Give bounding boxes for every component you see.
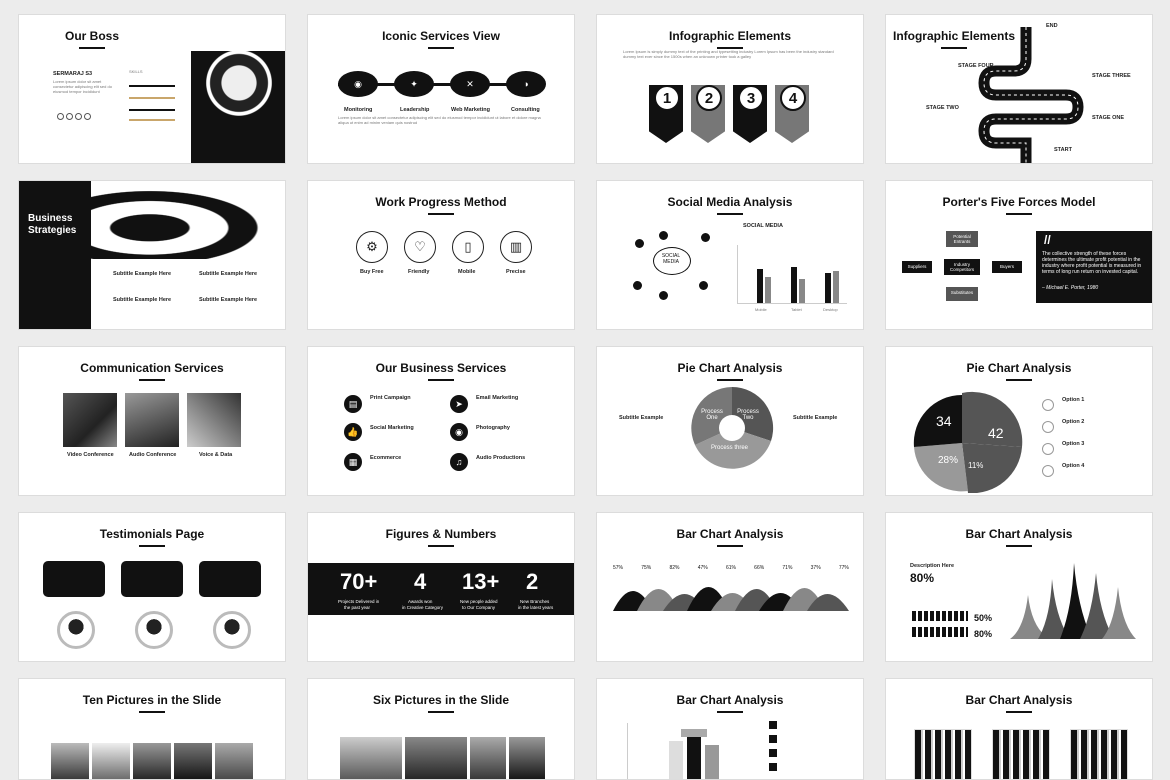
slide-pie-1[interactable] [596,346,864,496]
slide-title: Six Pictures in the Slide [308,693,574,713]
force-box: Substitutes [946,287,978,301]
voice-data-photo [187,393,241,447]
heart-icon: ♡ [404,231,436,263]
picture [133,743,171,780]
avatar [135,611,173,649]
step-number: 3 [738,85,764,111]
subtitle: Subtitle Example Here [199,271,258,277]
service-label: Web Marketing [451,107,491,113]
bar-label: 61% [725,565,736,571]
step-number: 2 [696,85,722,111]
picture [509,737,545,780]
slide-business-strategies[interactable] [18,180,286,330]
slide-title: Infographic Elements [885,29,1152,49]
figure-caption: the past year [344,605,371,610]
slide-title: Iconic Services View [308,29,574,49]
slide-title: Social Media Analysis [597,195,863,215]
slice-label: Process three [711,445,749,451]
linkedin-icon[interactable] [75,113,82,120]
skills-label: SKILLS [129,69,143,74]
figure-caption: in Creative Category [402,605,444,610]
figure-caption: New people added [460,599,498,604]
slide-title: Bar Chart Analysis [886,693,1152,713]
picture [92,743,130,780]
subtitle: Subtitle Example Here [113,271,172,277]
picture [470,737,506,780]
video-conference-photo [63,393,117,447]
slide-bar-3[interactable] [596,678,864,780]
subtitle: Subtitle Example Here [199,297,258,303]
figure-number: 70+ [340,569,378,594]
audio-conference-photo [125,393,179,447]
quote-text: The collective strength of these forces determines the ultimate profit potential in the industry where profit potential is measured in terms of long run return on invested capital. [1042,251,1142,275]
slide-title: Figures & Numbers [308,527,574,547]
store-icon: ▦ [344,453,362,471]
service-label: Print Campaign [370,395,411,401]
slide-title: Communication Services [19,361,285,381]
checkbox-icon [769,735,777,743]
slide-title: Porter's Five Forces Model [886,195,1152,215]
slide-title: Bar Chart Analysis [597,693,863,713]
subtitle: Subtitle Example [793,415,838,421]
subtitle: Subtitle Example Here [113,297,172,303]
section-title: Strategies [28,225,77,236]
slide-title: Bar Chart Analysis [886,527,1152,547]
checkbox-icon [769,721,777,729]
bar-label: 37% [810,565,821,571]
pie-chart [910,383,1030,493]
pie-value: 34 [936,413,952,429]
bar-label: 66% [754,565,765,571]
mini-bar-chart [914,729,972,780]
slide-bar-4[interactable] [885,678,1153,780]
axis-label: Tablet [791,307,802,312]
subtitle: Subtitle Example [619,415,664,421]
picture [340,737,402,780]
percent-value: 50% [974,613,993,623]
avatar [57,611,95,649]
settings-icon [1042,421,1054,433]
picture [51,743,89,780]
facebook-icon[interactable] [57,113,64,120]
figure-caption: in the latest years [518,605,554,610]
mini-bar-chart [1070,729,1128,780]
slide-title: Work Progress Method [308,195,574,215]
bar-label: 77% [838,565,849,571]
people-row [912,611,968,621]
checkbox-icon [769,749,777,757]
slice-label: Process One [701,409,723,421]
gear-icon: ⚙ [356,231,388,263]
option-label: Option 3 [1062,441,1085,447]
chart-icon: ▥ [500,231,532,263]
figure-number: 2 [526,569,539,594]
slide-social-media[interactable] [596,180,864,330]
picture [405,737,467,780]
axis-label: Desktop [823,307,838,312]
pie-value: 11% [968,461,984,470]
percent-value: 80% [974,629,993,639]
stage-label: END [1046,23,1058,29]
service-label: Leadership [400,107,430,113]
boss-photo [191,51,286,164]
force-box: Buyers [992,261,1022,273]
service-label: Video Conference [67,452,114,458]
link-icon [1042,399,1054,411]
option-label: Option 2 [1062,419,1085,425]
slide-six-pictures[interactable] [307,678,575,780]
slide-title: Pie Chart Analysis [597,361,863,381]
checkbox-icon [769,763,777,771]
method-label: Buy Free [360,269,384,275]
chart-subtitle: SOCIAL MEDIA [743,223,783,229]
slide-title: Our Business Services [308,361,574,381]
camera-icon: ◉ [450,423,468,441]
slide-porter[interactable]: Porter's Five Forces Model Potential Entrants Industry Competitors Suppliers Buyers Substitutes // The collective strength of these forces determines the ultimate profit potential in the industry where profit potential is measured in terms of long run return on invested capital. – Michael E. Porter, 1980 [885,180,1153,330]
pinterest-icon [699,281,708,290]
bar-label: 57% [613,565,624,571]
boss-name: SERMARAJ S3 [53,71,93,77]
step-number: 1 [654,85,680,111]
pie-chart [687,383,777,473]
slide-communication[interactable] [18,346,286,496]
force-box: Industry Competitors [944,259,980,275]
road-path [956,19,1096,164]
service-label: Photography [476,425,510,431]
service-label: Email Marketing [476,395,519,401]
people-row [912,627,968,637]
print-icon: ▤ [344,395,362,413]
step-number: 4 [780,85,806,111]
slide-infographic-2[interactable] [885,14,1153,164]
cloud-label: MEDIA [663,259,679,265]
figure-caption: to Our Company [462,605,496,610]
facebook-icon [635,239,644,248]
slide-iconic-services[interactable]: Iconic Services View ◉ ✦ ✕ ◑ Monitoring Leadership Web Marketing Consulting Lorem ipsum dolor sit amet consectetur adipiscing elit sed do eiusmod tempor incididunt ut labore et dolore magna aliqua ut enim ad minim veniam quis nostrud [307,14,575,164]
mountain-chart [613,567,849,611]
description: Description Here [910,563,955,569]
rss-icon[interactable] [84,113,91,120]
slide-ten-pictures[interactable] [18,678,286,780]
service-label: Ecommerce [370,455,402,461]
slide-our-boss[interactable]: Our Boss SERMARAJ S3 Lorem ipsum dolor sit amet consectetur adipiscing elit sed do eiusmod tempor incididunt SKILLS [18,14,286,164]
mini-bar-chart [992,729,1050,780]
skype-icon [633,281,642,290]
consulting-icon: ◑ [506,71,546,97]
slice-label: Process Two [737,409,759,421]
slide-title: Bar Chart Analysis [597,527,863,547]
picture [174,743,212,780]
service-label: Consulting [511,107,540,113]
mobile-icon: ▯ [452,231,484,263]
method-label: Friendly [408,269,430,275]
cloud-label: SOCIAL [661,253,681,259]
thumbs-up-icon: 👍 [344,423,362,441]
monitoring-icon: ◉ [338,71,378,97]
avatar [213,611,251,649]
strategy-photo [91,181,286,259]
flag-icon [1042,465,1054,477]
slide-title: Testimonials Page [19,527,285,547]
stage-label: START [1054,147,1072,153]
pie-value: 42 [988,425,1004,441]
slide-figures[interactable] [307,512,575,662]
camera-icon [1042,443,1054,455]
slide-title: Our Boss [18,29,285,49]
service-label: Audio Conference [129,452,177,458]
service-label: Voice & Data [199,452,233,458]
figure-number: 4 [414,569,427,594]
service-label: Social Marketing [370,425,414,431]
figure-caption: Awards won [408,599,433,604]
stage-label: STAGE FOUR [958,63,994,69]
quote-author: – Michael E. Porter, 1980 [1042,285,1099,291]
email-icon: ➤ [450,395,468,413]
slide-title: Pie Chart Analysis [886,361,1152,381]
slide-testimonials[interactable] [18,512,286,662]
method-label: Precise [506,269,526,275]
figure-number: 13+ [462,569,500,594]
slide-business-services[interactable] [307,346,575,496]
bar-label: 71% [782,565,793,571]
leadership-icon: ✦ [394,71,434,97]
slide-title: Infographic Elements [597,29,863,49]
picture [215,743,253,780]
twitter-icon[interactable] [66,113,73,120]
option-label: Option 1 [1062,397,1085,403]
bar-label: 82% [669,565,680,571]
figure-caption: New Branches [520,599,550,604]
bar-label: 75% [641,565,652,571]
slide-bar-2[interactable] [885,512,1153,662]
force-box: Potential Entrants [946,231,978,247]
service-label: Monitoring [344,107,373,113]
section-title: Business [28,213,73,224]
pie-value: 28% [938,455,959,466]
bar-label: 47% [697,565,708,571]
stage-label: STAGE ONE [1092,115,1124,121]
stage-label: STAGE THREE [1092,73,1131,79]
music-icon: ♫ [450,453,468,471]
spike-chart [1010,559,1136,643]
instagram-icon [701,233,710,242]
method-label: Mobile [458,269,476,275]
calendar-icon [659,291,668,300]
slide-bar-1[interactable] [596,512,864,662]
twitter-icon [659,231,668,240]
service-label: Audio Productions [476,455,526,461]
slide-infographic-1[interactable]: Infographic Elements Lorem Ipsum is simply dummy text of the printing and typesetting industry Lorem Ipsum has been the industry standard dummy text ever since the 1500s when an unknown printer took a galley 1 2 3 4 [596,14,864,164]
force-box: Suppliers [902,261,932,273]
slide-work-progress[interactable] [307,180,575,330]
slide-pie-2[interactable] [885,346,1153,496]
option-label: Option 4 [1062,463,1085,469]
web-marketing-icon: ✕ [450,71,490,97]
axis-label: Mobile [755,307,767,312]
percent-value: 80% [910,571,935,585]
figure-caption: Projects Delivered in [338,599,380,604]
slide-title: Ten Pictures in the Slide [19,693,285,713]
stage-label: STAGE TWO [926,105,959,111]
